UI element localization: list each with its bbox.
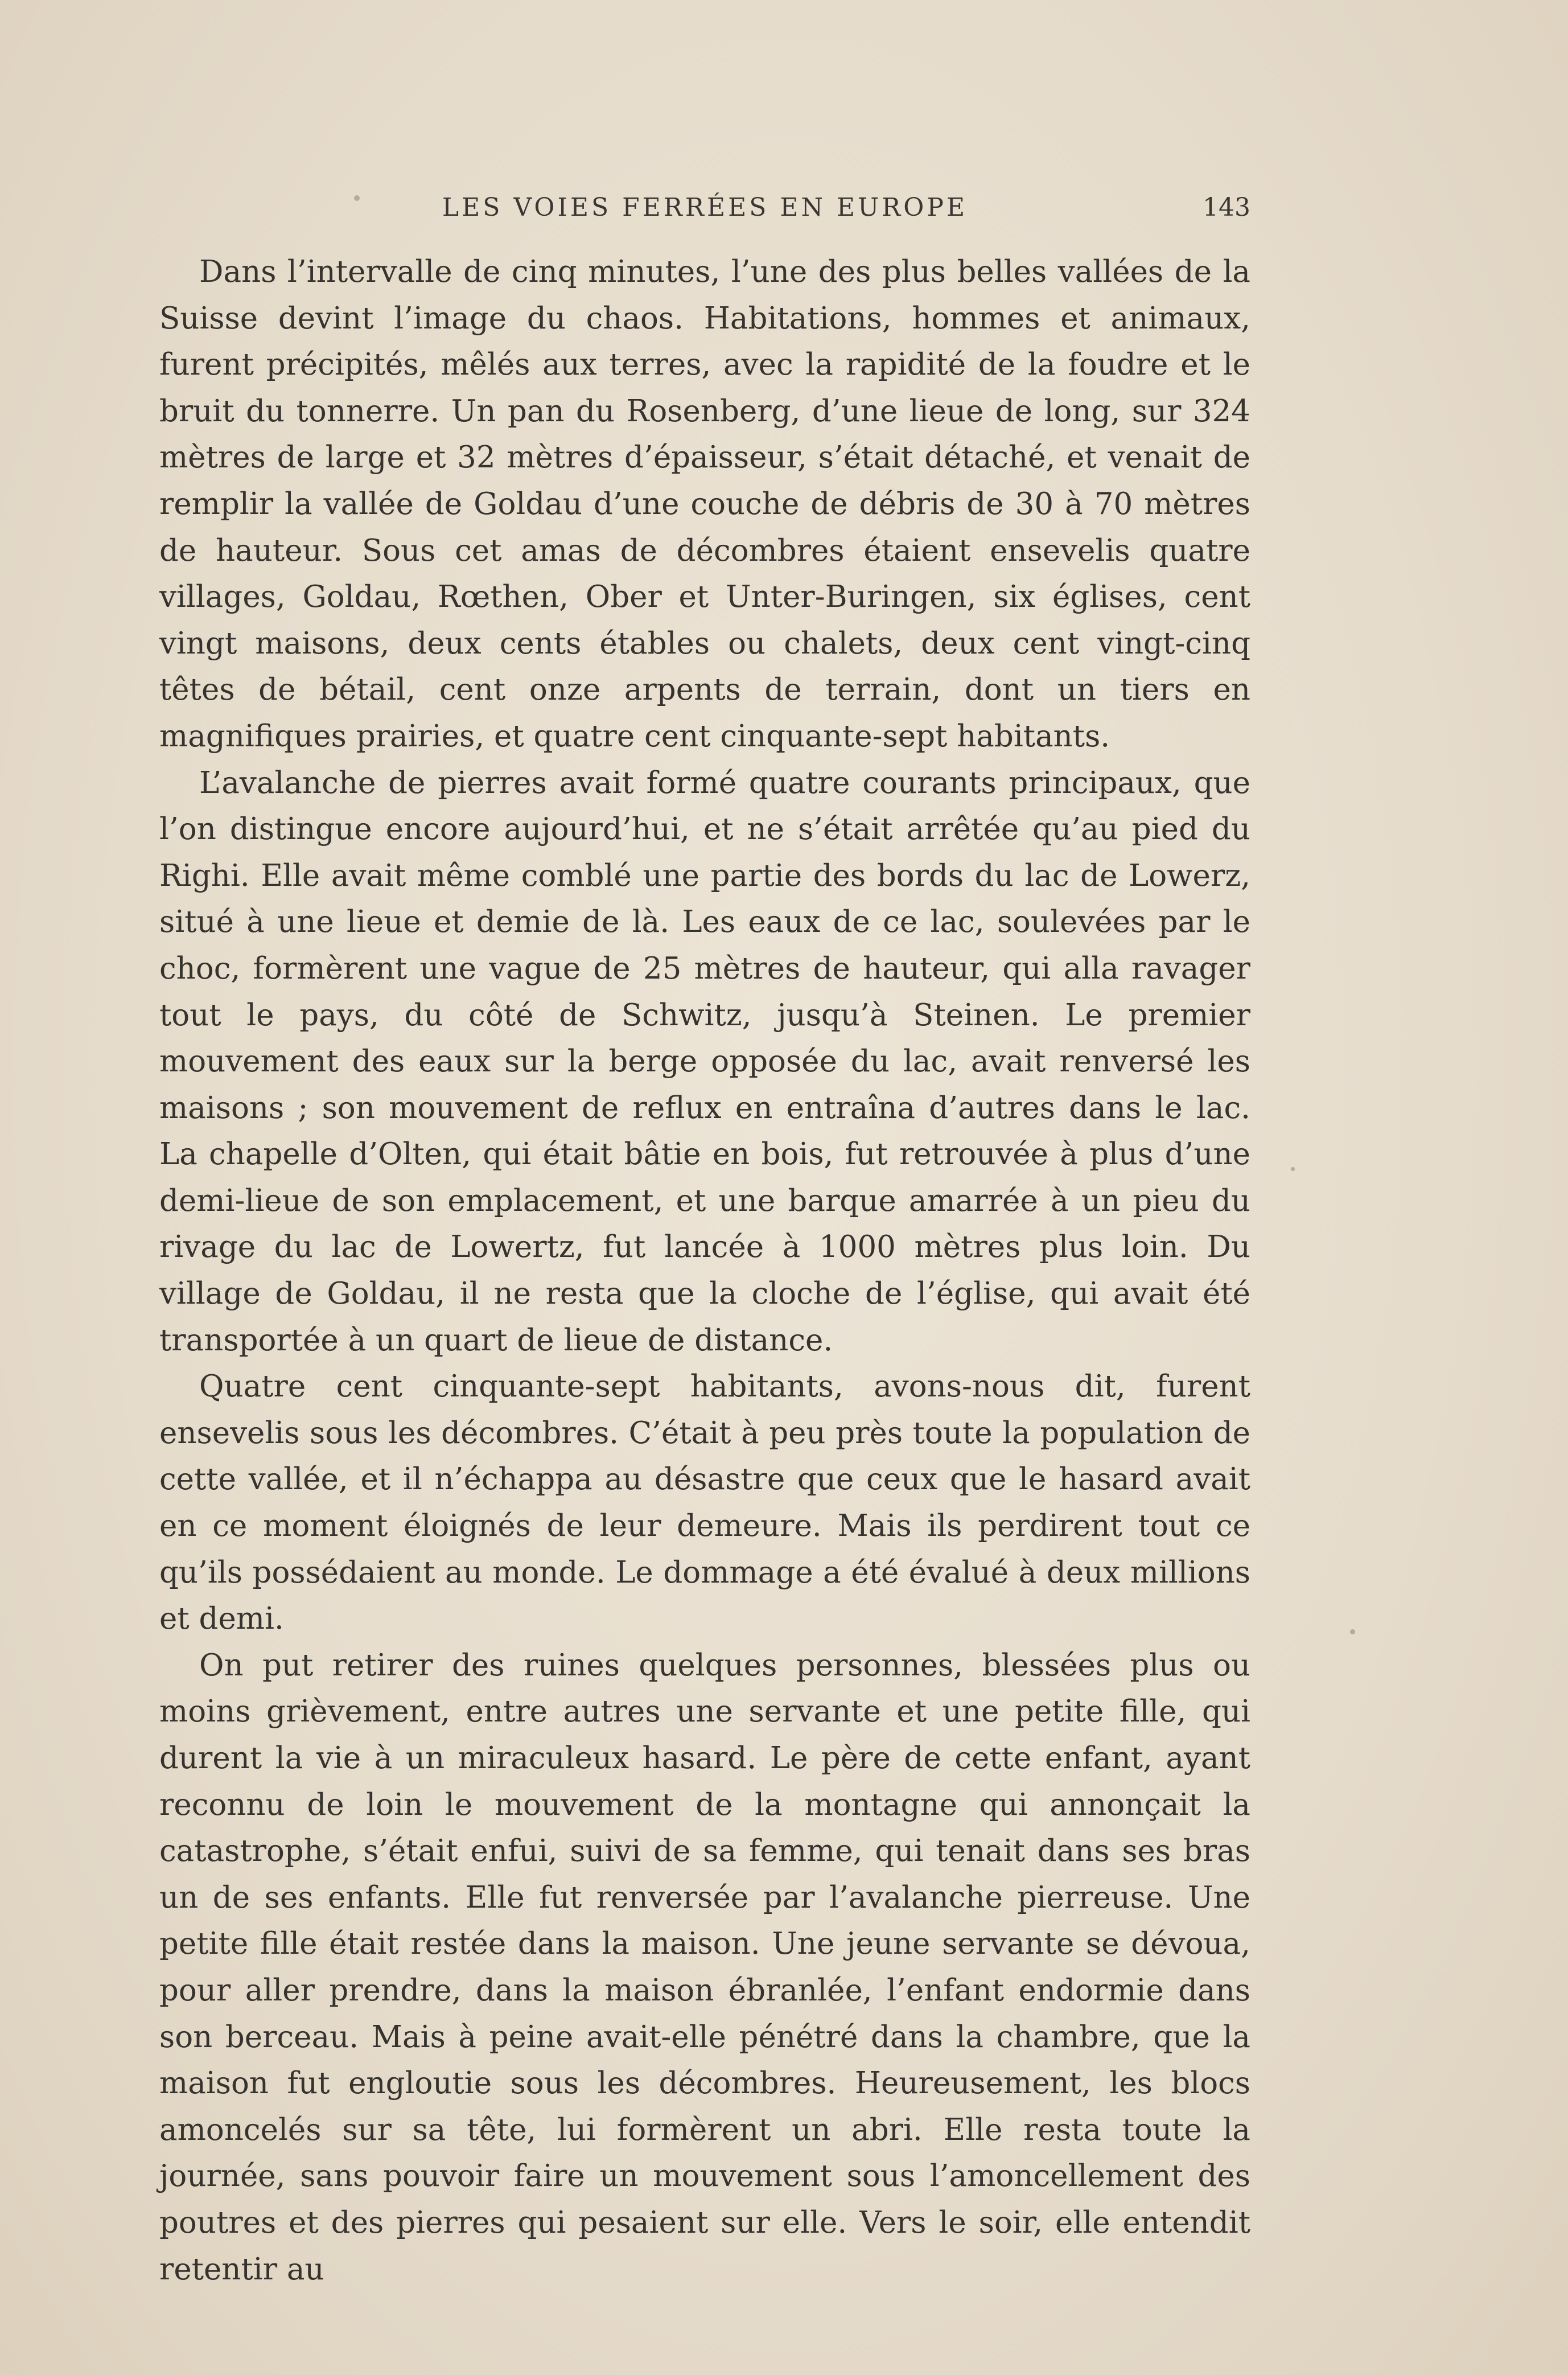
body-text bbox=[159, 249, 1250, 2292]
paragraph: Quatre cent cinquante-sept habitants, avons-nous dit, furent ensevelis sous les décombres. C’était à peu près toute la population de cette vallée, et il n’échappa au désastre que ceux que le hasard avait en ce moment éloignés de leur demeure. Mais ils perdirent tout ce qu’ils possédaient au monde. Le dommage a été évalué à deux millions et demi. bbox=[159, 1369, 1250, 1637]
paragraph: L’avalanche de pierres avait formé quatre courants principaux, que l’on distingue encore aujourd’hui, et ne s’était arrêtée qu’au pied du Righi. Elle avait même comblé une partie des bords du lac de Lowerz, situé à une lieue et demie de là. Les eaux de ce lac, soulevées par le choc, formèrent une vague de 25 mètres de hauteur, qui alla ravager tout le pays, du côté de Schwitz, jusqu’à Steinen. Le premier mouvement des eaux sur la berge opposée du lac, avait renversé les maisons ; son mouvement de reflux en entraîna d’autres dans le lac. La chapelle d’Olten, qui était bâtie en bois, fut retrouvée à plus d’une demi-lieue de son emplacement, et une barque amarrée à un pieu du rivage du lac de Lowertz, fut lancée à 1000 mètres plus loin. Du village de Goldau, il ne resta que la cloche de l’église, qui avait été transportée à un quart de lieue de distance. bbox=[159, 765, 1250, 1358]
paragraph: On put retirer des ruines quelques personnes, blessées plus ou moins grièvement, entre autres une servante et une petite fille, qui durent la vie à un miraculeux hasard. Le père de cette enfant, ayant reconnu de loin le mouvement de la montagne qui annonçait la catastrophe, s’était enfui, suivi de sa femme, qui tenait dans ses bras un de ses enfants. Elle fut renversée par l’avalanche pierreuse. Une petite fille était restée dans la maison. Une jeune servante se dévoua, pour aller prendre, dans la maison ébranlée, l’enfant endormie dans son berceau. Mais à peine avait-elle pénétré dans la chambre, que la maison fut engloutie sous les décombres. Heureusement, les blocs amoncelés sur sa tête, lui formèrent un abri. Elle resta toute la journée, sans pouvoir faire un mouvement sous l’amoncellement des poutres et des pierres qui pesaient sur elle. Vers le soir, elle entendit retentir au bbox=[159, 1647, 1250, 2287]
page-header bbox=[159, 188, 1250, 228]
paper-speck bbox=[1350, 1629, 1355, 1634]
page-number: 143 bbox=[1203, 193, 1250, 222]
paper-speck bbox=[1291, 1167, 1295, 1171]
running-title: LES VOIES FERRÉES EN EUROPE bbox=[442, 193, 968, 222]
paragraph: Dans l’intervalle de cinq minutes, l’une des plus belles vallées de la Suisse devint l’image du chaos. Habitations, hommes et animaux, furent précipités, mêlés aux terres, avec la rapidité de la foudre et le bruit du tonnerre. Un pan du Rosenberg, d’une lieue de long, sur 324 mètres de large et 32 mètres d’épaisseur, s’était détaché, et venait de remplir la vallée de Goldau d’une couche de débris de 30 à 70 mètres de hauteur. Sous cet amas de décombres étaient ensevelis quatre villages, Goldau, Rœthen, Ober et Unter-Buringen, six églises, cent vingt maisons, deux cents étables ou chalets, deux cent vingt-cinq têtes de bétail, cent onze arpents de terrain, dont un tiers en magnifiques prairies, et quatre cent cinquante-sept habitants. bbox=[159, 254, 1250, 754]
